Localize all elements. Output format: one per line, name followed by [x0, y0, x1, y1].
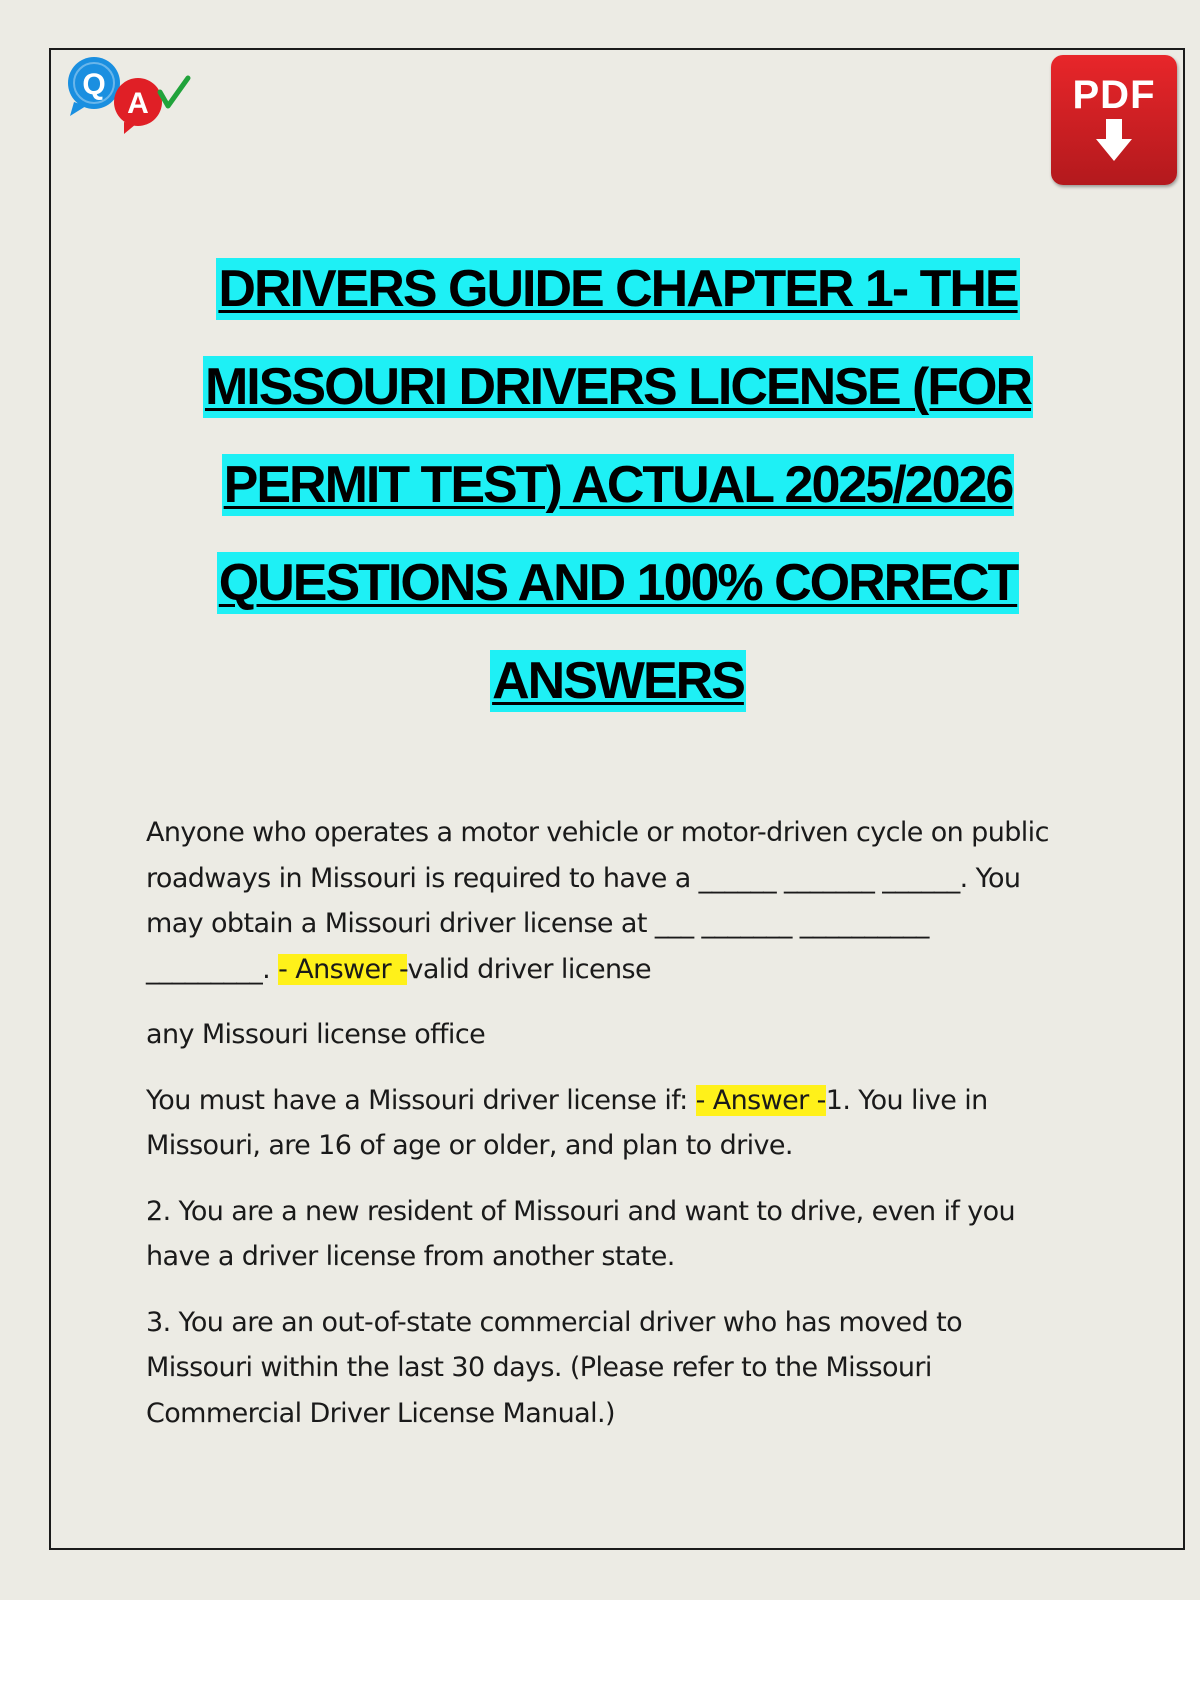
- answer-label: - Answer -: [695, 1084, 826, 1116]
- download-arrow-icon: [1094, 119, 1134, 163]
- answer-continuation: any Missouri license office: [146, 1019, 486, 1050]
- document-title: [100, 240, 1136, 730]
- qa-logo: [66, 54, 196, 134]
- title-line: MISSOURI DRIVERS LICENSE (FOR: [204, 358, 1032, 416]
- pdf-label: PDF: [1072, 73, 1156, 117]
- title-line: PERMIT TEST) ACTUAL 2025/2026: [223, 456, 1013, 514]
- answer-text: valid driver license: [407, 953, 651, 985]
- answer-label: - Answer -: [278, 953, 408, 985]
- question-1: Anyone who operates a motor vehicle or motor-driven cycle on public roadways in Missouri is required to have a ______ _______ ______. You may obtain a Missouri driver license at ___ _______ __________ _________. - Answer -valid driver license: [146, 817, 1049, 985]
- list-item-3: 3. You are an out-of-state commercial driver who has moved to Missouri within the last 30 days. (Please refer to the Missouri Commercial Driver License Manual.): [146, 1306, 962, 1429]
- document-body: [146, 810, 1106, 1456]
- list-item-2: 2. You are a new resident of Missouri and want to drive, even if you have a driver license from another state.: [146, 1195, 1016, 1272]
- a-letter: A: [127, 87, 149, 120]
- check-icon: [160, 78, 188, 106]
- title-line: QUESTIONS AND 100% CORRECT: [218, 554, 1018, 612]
- title-line: DRIVERS GUIDE CHAPTER 1- THE: [218, 260, 1018, 318]
- question-2: You must have a Missouri driver license if: - Answer -1. You live in Missouri, are 16 of age or older, and plan to drive.: [146, 1084, 988, 1161]
- pdf-download-icon[interactable]: [1051, 55, 1177, 185]
- q-letter: Q: [82, 68, 106, 101]
- title-line: ANSWERS: [492, 652, 744, 710]
